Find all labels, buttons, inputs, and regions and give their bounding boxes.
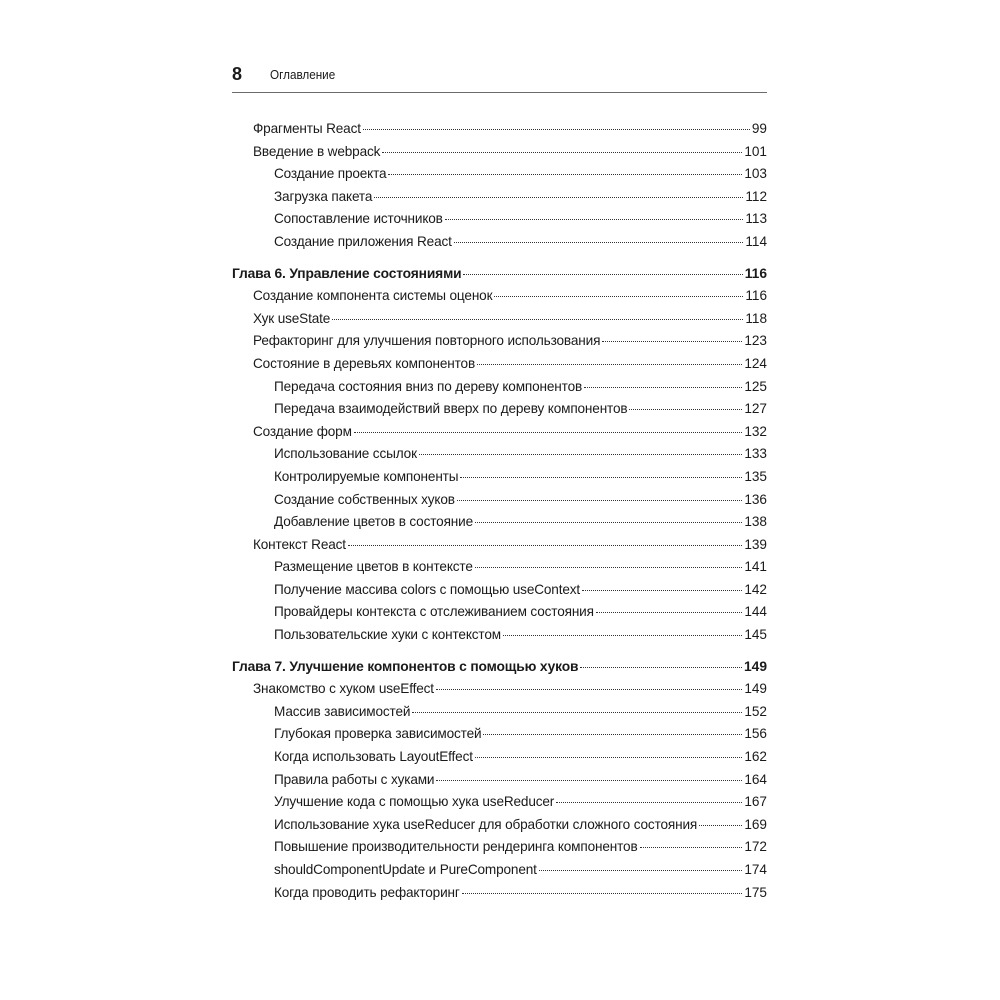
dot-leader <box>354 432 743 433</box>
dot-leader <box>388 174 742 175</box>
dot-leader <box>454 242 744 243</box>
toc-entry <box>232 579 767 602</box>
toc-entry-title: Знакомство с хуком useEffect <box>253 681 434 697</box>
dot-leader <box>382 152 742 153</box>
toc-entry-title: Пользовательские хуки с контекстом <box>274 627 501 643</box>
toc-entry-title: Создание форм <box>253 423 352 439</box>
dot-leader <box>596 612 742 613</box>
page-number: 8 <box>232 64 243 84</box>
dot-leader <box>436 689 742 690</box>
dot-leader <box>436 780 742 781</box>
dot-leader <box>412 712 742 713</box>
toc-section <box>232 656 767 905</box>
dot-leader <box>463 274 742 275</box>
toc-entry-page: 136 <box>744 491 767 507</box>
dot-leader <box>462 893 743 894</box>
dot-leader <box>348 545 742 546</box>
toc-entry-page: 125 <box>744 378 767 394</box>
dot-leader <box>363 129 750 130</box>
toc-entry <box>232 398 767 421</box>
toc-entry-title: Когда использовать LayoutEffect <box>274 749 473 765</box>
toc-entry-title: Состояние в деревьях компонентов <box>253 355 476 371</box>
toc-entry-page: 113 <box>745 211 767 227</box>
dot-leader <box>475 567 743 568</box>
toc-entry-page: 149 <box>744 681 767 697</box>
toc-entry <box>232 701 767 724</box>
toc-entry <box>232 859 767 882</box>
toc-entry <box>232 443 767 466</box>
dot-leader <box>494 296 743 297</box>
dot-leader <box>602 341 742 342</box>
toc-entry-page: 144 <box>744 604 767 620</box>
toc-entry-page: 156 <box>744 726 767 742</box>
toc-entry-title: Добавление цветов в состояние <box>274 514 473 530</box>
toc-chapter-entry <box>232 656 767 679</box>
toc-entry-page: 133 <box>744 446 767 462</box>
toc-entry-page: 118 <box>745 310 767 326</box>
toc-entry-page: 139 <box>744 536 767 552</box>
toc-entry-page: 174 <box>744 862 767 877</box>
toc-entry-title: Провайдеры контекста с отслеживанием состояния <box>274 604 594 620</box>
toc-entry-title: Улучшение кода с помощью хука useReducer <box>274 794 555 810</box>
dot-leader <box>475 757 742 758</box>
running-header-title: Оглавление <box>270 67 336 82</box>
toc-entry-page: 103 <box>744 166 767 182</box>
toc-entry <box>232 208 767 231</box>
toc-entry-title: Использование ссылок <box>274 446 417 462</box>
toc-entry-title: Передача состояния вниз по дереву компонентов <box>274 378 583 394</box>
toc-entry-page: 124 <box>744 355 767 371</box>
toc-entry <box>232 534 767 557</box>
toc-entry <box>232 489 767 512</box>
toc-entry <box>232 769 767 792</box>
dot-leader <box>539 870 743 871</box>
toc-entry <box>232 330 767 353</box>
dot-leader <box>332 319 743 320</box>
toc-entry-title: Контекст React <box>253 536 346 552</box>
dot-leader <box>475 522 742 523</box>
toc-entry <box>232 511 767 534</box>
dot-leader <box>699 825 742 826</box>
toc-entry <box>232 791 767 814</box>
toc-entry <box>232 186 767 209</box>
toc-entry-title: Создание собственных хуков <box>274 491 455 507</box>
toc-entry <box>232 601 767 624</box>
toc-section <box>232 263 767 647</box>
toc-entry-page: 141 <box>744 559 767 575</box>
toc-entry <box>232 678 767 701</box>
toc-entry-page: 127 <box>744 401 767 417</box>
toc-entry-title: Создание компонента системы оценок <box>253 288 493 304</box>
toc-entry-title: Когда проводить рефакторинг <box>274 884 460 900</box>
toc-entry-page: 114 <box>745 233 767 249</box>
toc-entry-title: Фрагменты React <box>253 121 361 136</box>
toc-entry-page: 116 <box>745 288 767 304</box>
toc-entry-title: Глава 7. Улучшение компонентов с помощью хуков <box>232 658 579 674</box>
toc-entry <box>232 163 767 186</box>
toc-entry-title: Глубокая проверка зависимостей <box>274 726 482 742</box>
toc-entry-title: Массив зависимостей <box>274 703 411 719</box>
toc-entry-title: Введение в webpack <box>253 143 381 159</box>
toc-entry-page: 172 <box>744 839 767 855</box>
toc-entry <box>232 556 767 579</box>
toc-entry-page: 169 <box>744 816 767 832</box>
toc-entry <box>232 836 767 859</box>
toc-entry-title: Хук useState <box>253 310 331 326</box>
toc-chapter-entry <box>232 263 767 286</box>
dot-leader <box>556 802 742 803</box>
toc-entry-title: Глава 6. Управление состояниями <box>232 265 462 281</box>
dot-leader <box>584 387 742 388</box>
toc-entry-page: 142 <box>744 581 767 597</box>
toc-entry <box>232 466 767 489</box>
toc-entry <box>232 814 767 837</box>
toc-entry-page: 138 <box>744 514 767 530</box>
toc-entry-title: Сопоставление источников <box>274 211 443 227</box>
dot-leader <box>419 454 742 455</box>
toc-entry-title: Размещение цветов в контексте <box>274 559 473 575</box>
toc-entry-page: 123 <box>744 333 767 349</box>
toc-entry-title: shouldComponentUpdate и PureComponent <box>274 862 537 877</box>
dot-leader <box>640 847 743 848</box>
toc-entry-page: 162 <box>744 749 767 765</box>
toc-entry-title: Использование хука useReducer для обработки сложного состояния <box>274 816 698 832</box>
toc-entry <box>232 421 767 444</box>
toc-entry <box>232 141 767 164</box>
table-of-contents <box>232 118 767 913</box>
dot-leader <box>460 477 742 478</box>
toc-entry-title: Получение массива colors с помощью useContext <box>274 581 581 597</box>
toc-entry-page: 112 <box>745 188 767 204</box>
toc-entry <box>232 118 767 141</box>
toc-entry-title: Создание проекта <box>274 166 387 182</box>
toc-entry <box>232 231 767 254</box>
toc-section <box>232 118 767 254</box>
toc-entry <box>232 285 767 308</box>
toc-entry <box>232 624 767 647</box>
dot-leader <box>374 197 743 198</box>
toc-entry-page: 116 <box>744 265 767 281</box>
toc-entry-page: 101 <box>744 143 767 159</box>
toc-entry-title: Повышение производительности рендеринга компонентов <box>274 839 638 855</box>
dot-leader <box>580 667 742 668</box>
toc-entry-page: 145 <box>744 627 767 643</box>
dot-leader <box>503 635 742 636</box>
dot-leader <box>457 500 742 501</box>
toc-entry <box>232 353 767 376</box>
toc-entry-page: 149 <box>743 658 767 674</box>
toc-entry <box>232 882 767 905</box>
dot-leader <box>477 364 742 365</box>
dot-leader <box>445 219 744 220</box>
dot-leader <box>582 590 742 591</box>
toc-entry-page: 132 <box>744 423 767 439</box>
toc-entry-page: 135 <box>744 468 767 484</box>
toc-entry-page: 99 <box>751 121 767 136</box>
page-header <box>232 60 767 93</box>
toc-entry-title: Контролируемые компоненты <box>274 468 459 484</box>
toc-entry-page: 167 <box>744 794 767 810</box>
toc-entry-title: Загрузка пакета <box>274 188 373 204</box>
toc-entry <box>232 308 767 331</box>
toc-entry-title: Передача взаимодействий вверх по дереву компонентов <box>274 401 628 417</box>
toc-entry-page: 152 <box>744 703 767 719</box>
toc-entry <box>232 376 767 399</box>
dot-leader <box>483 734 742 735</box>
dot-leader <box>629 409 742 410</box>
toc-entry-page: 175 <box>744 884 767 900</box>
toc-entry-page: 164 <box>744 771 767 787</box>
toc-entry <box>232 723 767 746</box>
toc-entry-title: Рефакторинг для улучшения повторного использования <box>253 333 601 349</box>
toc-entry <box>232 746 767 769</box>
toc-entry-title: Правила работы с хуками <box>274 771 435 787</box>
toc-entry-title: Создание приложения React <box>274 233 452 249</box>
